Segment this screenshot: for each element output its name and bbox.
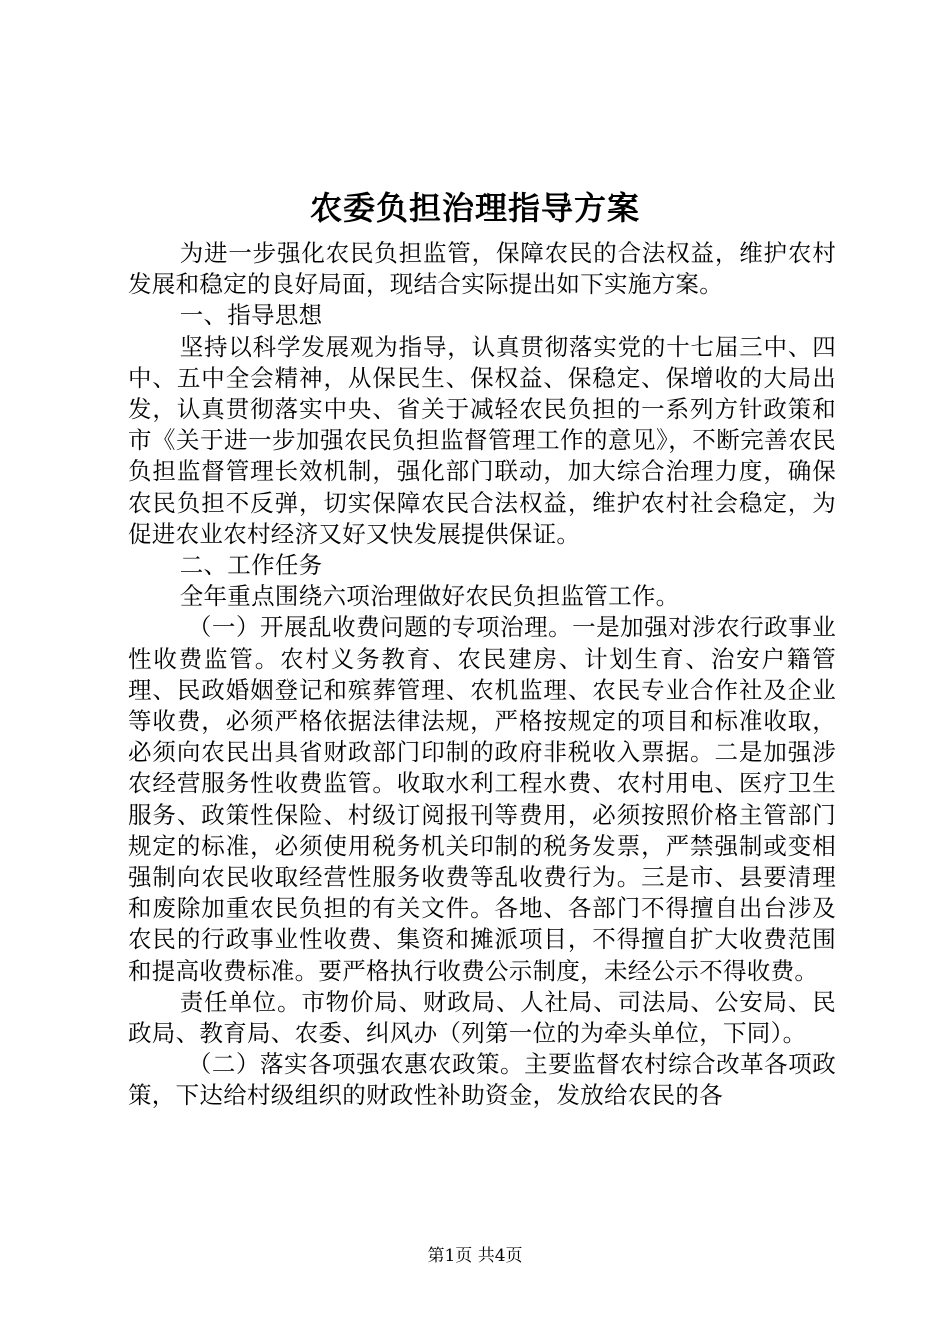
guiding-ideology-paragraph: 坚持以科学发展观为指导，认真贯彻落实党的十七届三中、四中、五中全会精神，从保民生、保权益、保稳定、保增收的大局出发，认真贯彻落实中央、省关于减轻农民负担的一系列方针政策和市《关于进一步加强农民负担监督管理工作的意见》，不断完善农民负担监督管理长效机制，强化部门联动，加大综合治理力度，确保农民负担不反弹，切实保障农民合法权益，维护农村社会稳定，为促进农业农村经济又好又快发展提供保证。: [128, 332, 836, 548]
work-tasks-summary-paragraph: 全年重点围绕六项治理做好农民负担监管工作。: [179, 582, 680, 611]
responsible-units-paragraph: 责任单位。市物价局、财政局、人社局、司法局、公安局、民政局、教育局、农委、纠风办（列第一位的为牵头单位，下同）。: [128, 987, 836, 1048]
task-two-paragraph: （二）落实各项强农惠农政策。主要监督农村综合改革各项政策，下达给村级组织的财政性补助资金，发放给农民的各: [128, 1050, 836, 1110]
document-title: 农委负担治理指导方案: [309, 189, 640, 227]
section-heading-guiding-ideology: 一、指导思想: [179, 301, 323, 330]
section-heading-work-tasks: 二、工作任务: [179, 551, 323, 580]
task-one-paragraph: （一）开展乱收费问题的专项治理。一是加强对涉农行政事业性收费监管。农村义务教育、农民建房、计划生育、治安户籍管理、民政婚姻登记和殡葬管理、农机监理、农民专业合作社及企业等收费，必须严格依据法律法规，严格按规定的项目和标准收取，必须向农民出具省财政部门印制的政府非税收入票据。二是加强涉农经营服务性收费监管。收取水利工程水费、农村用电、医疗卫生服务、政策性保险、村级订阅报刊等费用，必须按照价格主管部门规定的标准，必须使用税务机关印制的税务发票，严禁强制或变相强制向农民收取经营性服务收费等乱收费行为。三是市、县要清理和废除加重农民负担的有关文件。各地、各部门不得擅自出台涉及农民的行政事业性收费、集资和摊派项目，不得擅自扩大收费范围和提高收费标准。要严格执行收费公示制度，未经公示不得收费。: [128, 613, 836, 985]
document-body: [128, 238, 836, 1112]
page-footer: 第1页 共4页: [427, 1246, 523, 1266]
intro-paragraph: 为进一步强化农民负担监管，保障农民的合法权益，维护农村发展和稳定的良好局面，现结合实际提出如下实施方案。: [128, 239, 836, 299]
